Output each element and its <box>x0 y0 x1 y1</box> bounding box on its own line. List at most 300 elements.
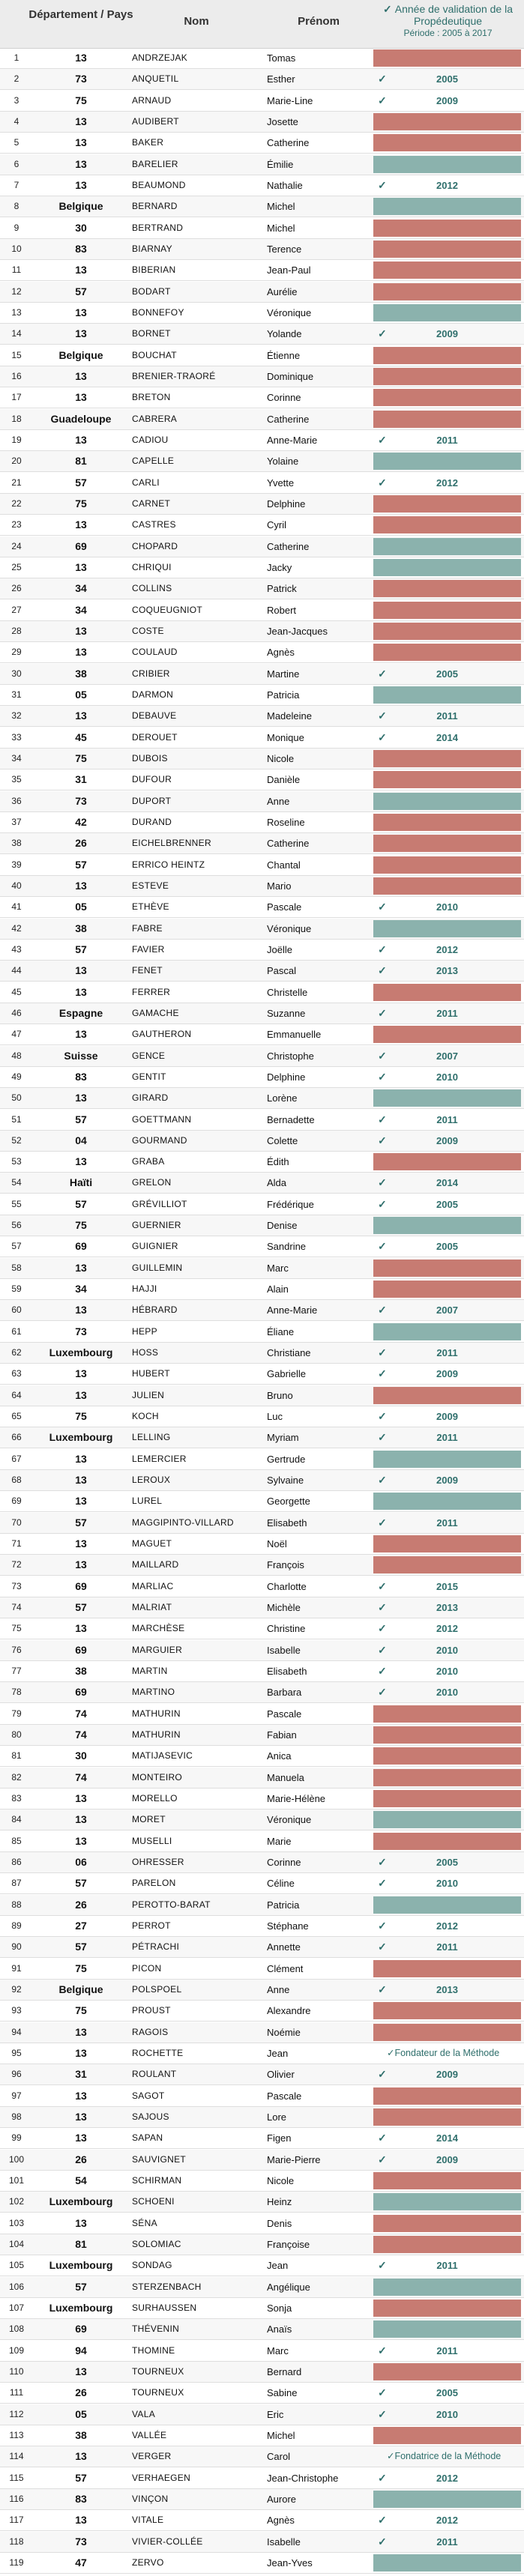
row-prenom: Marie <box>267 1835 292 1847</box>
row-validation-red <box>373 2108 521 2126</box>
table-row <box>0 1300 524 1321</box>
validation-year: 2011 <box>436 1941 458 1953</box>
row-prenom: Éliane <box>267 1325 295 1337</box>
row-nom: AUDIBERT <box>132 115 179 127</box>
row-dept: 83 <box>75 1070 87 1083</box>
check-icon: ✓ <box>378 1410 387 1423</box>
row-validation-year <box>373 707 521 725</box>
row-number: 13 <box>11 306 22 318</box>
row-number: 51 <box>11 1113 22 1125</box>
row-number: 14 <box>11 328 22 339</box>
check-icon: ✓ <box>378 1176 387 1189</box>
row-nom: HUBERT <box>132 1368 170 1379</box>
row-dept: 38 <box>75 1665 87 1678</box>
row-dept: 30 <box>75 221 87 234</box>
row-prenom: Patrick <box>267 583 297 595</box>
table-row <box>0 536 524 557</box>
row-dept: 13 <box>75 2025 87 2038</box>
row-nom: LEROUX <box>132 1475 171 1486</box>
row-nom: CARLI <box>132 477 160 488</box>
row-nom: MAILLARD <box>132 1559 179 1570</box>
row-dept: 47 <box>75 2556 87 2569</box>
row-validation-year <box>373 92 521 109</box>
validation-year: 2005 <box>436 1198 458 1210</box>
table-row <box>0 706 524 727</box>
table-row <box>0 2341 524 2362</box>
table-row <box>0 1131 524 1152</box>
check-icon: ✓ <box>378 901 387 913</box>
validation-year: 2005 <box>436 2387 458 2399</box>
row-nom: POLSPOEL <box>132 1984 182 1995</box>
row-prenom: Sonja <box>267 2302 292 2314</box>
row-number: 35 <box>11 774 22 785</box>
row-nom: VERHAEGEN <box>132 2472 191 2483</box>
row-prenom: Anne <box>267 1984 290 1996</box>
row-number: 116 <box>9 2493 24 2504</box>
row-dept: 13 <box>75 1495 87 1508</box>
row-validation-red <box>373 389 521 406</box>
row-validation-red <box>373 411 521 428</box>
row-prenom: Manuela <box>267 1771 304 1783</box>
row-dept: 81 <box>75 2237 87 2250</box>
row-validation-teal <box>373 1323 521 1340</box>
row-number: 7 <box>13 179 19 190</box>
row-validation-year <box>373 1196 521 1213</box>
row-number: 71 <box>11 1538 22 1549</box>
row-prenom: Pascale <box>267 901 302 913</box>
validation-year: 2009 <box>436 1134 458 1146</box>
row-prenom: Yolande <box>267 328 302 340</box>
row-nom: CASTRES <box>132 519 176 530</box>
row-nom: SAJOUS <box>132 2111 169 2122</box>
row-prenom: Agnès <box>267 647 295 659</box>
check-icon: ✓ <box>378 1856 387 1869</box>
row-validation-year <box>373 2066 521 2083</box>
row-number: 4 <box>13 115 19 127</box>
row-dept: 13 <box>75 327 87 340</box>
row-validation-red <box>373 1747 521 1765</box>
row-prenom: François <box>267 1559 304 1571</box>
row-validation-red <box>373 2427 521 2444</box>
table-row <box>0 1279 524 1300</box>
row-nom: TOURNEUX <box>132 2365 184 2377</box>
row-prenom: Anne <box>267 795 290 807</box>
row-number: 100 <box>8 2153 25 2165</box>
table-row <box>0 2107 524 2128</box>
row-prenom: Roseline <box>267 816 305 828</box>
validation-year: 2011 <box>436 2344 458 2356</box>
row-prenom: Yolaine <box>267 456 299 468</box>
row-dept: 38 <box>75 667 87 680</box>
table-row <box>0 642 524 663</box>
row-dept: 75 <box>75 1219 87 1232</box>
table-row <box>0 1873 524 1894</box>
row-nom: SURHAUSSEN <box>132 2302 197 2313</box>
row-validation-year <box>373 1599 521 1616</box>
table-row <box>0 1470 524 1491</box>
row-dept: 13 <box>75 1388 87 1401</box>
row-dept: 13 <box>75 1092 87 1104</box>
row-prenom: Françoise <box>267 2238 310 2250</box>
table-row <box>0 919 524 940</box>
row-number: 29 <box>11 647 22 658</box>
row-nom: ZERVO <box>132 2557 164 2568</box>
row-validation-red <box>373 814 521 831</box>
row-prenom: Esther <box>267 73 295 85</box>
table-row <box>0 196 524 217</box>
row-number: 42 <box>11 922 22 934</box>
row-nom: BARELIER <box>132 158 178 169</box>
row-prenom: Clément <box>267 1962 304 1974</box>
row-nom: ANDRZEJAK <box>132 52 188 63</box>
table-row <box>0 1088 524 1109</box>
row-dept: 26 <box>75 837 87 850</box>
row-validation-year <box>373 2129 521 2147</box>
row-prenom: Charlotte <box>267 1580 307 1592</box>
row-number: 89 <box>11 1920 22 1932</box>
row-prenom: Elisabeth <box>267 1517 307 1529</box>
table-row <box>0 345 524 366</box>
row-nom: COLLINS <box>132 583 172 594</box>
row-validation-year <box>373 1068 521 1086</box>
table-row <box>0 1236 524 1257</box>
table-row <box>0 1576 524 1597</box>
row-prenom: Aurélie <box>267 285 298 297</box>
row-nom: GRÉVILLIOT <box>132 1198 187 1209</box>
row-number: 52 <box>11 1134 22 1146</box>
row-prenom: Olivier <box>267 2069 295 2081</box>
table-row <box>0 175 524 196</box>
table-row <box>0 1322 524 1343</box>
row-prenom: Gabrielle <box>267 1368 307 1380</box>
row-nom: MARTINO <box>132 1687 175 1698</box>
row-number: 84 <box>11 1814 22 1825</box>
table-row <box>0 1831 524 1852</box>
table-row <box>0 2128 524 2149</box>
row-dept: 57 <box>75 1877 87 1890</box>
row-validation-red <box>373 220 521 237</box>
table-row <box>0 1789 524 1809</box>
table-row <box>0 1173 524 1194</box>
row-prenom: Véronique <box>267 1814 312 1826</box>
row-nom: MAGGIPINTO-VILLARD <box>132 1517 234 1528</box>
row-validation-red <box>373 516 521 533</box>
check-icon: ✓ <box>378 1049 387 1062</box>
table-row <box>0 2362 524 2383</box>
row-dept: 31 <box>75 2068 87 2081</box>
validation-year: 2011 <box>436 710 458 722</box>
row-nom: PARELON <box>132 1878 176 1889</box>
check-icon: ✓ <box>378 1516 387 1529</box>
row-nom: SÉNA <box>132 2217 157 2228</box>
validation-note: ✓Fondatrice de la Méthode <box>387 2451 502 2462</box>
row-prenom: Jean-Christophe <box>267 2472 339 2484</box>
row-number: 30 <box>11 668 22 679</box>
table-row <box>0 1491 524 1512</box>
table-row <box>0 2510 524 2531</box>
row-dept: 13 <box>75 1261 87 1274</box>
table-row <box>0 961 524 982</box>
table-row <box>0 1513 524 1534</box>
row-validation-red <box>373 1769 521 1786</box>
row-validation-year <box>373 1854 521 1871</box>
row-prenom: Denise <box>267 1220 298 1232</box>
row-dept: 57 <box>75 2280 87 2293</box>
row-dept: 13 <box>75 306 87 318</box>
row-validation-red <box>373 113 521 130</box>
row-nom: GENCE <box>132 1050 166 1061</box>
row-nom: LEMERCIER <box>132 1453 187 1464</box>
row-validation-teal <box>373 2554 521 2572</box>
row-nom: VIVIER-COLLÉE <box>132 2536 203 2547</box>
row-dept: Suisse <box>64 1049 98 1062</box>
validation-year: 2010 <box>436 2408 458 2420</box>
row-nom: KOCH <box>132 1411 159 1422</box>
row-dept: 42 <box>75 815 87 828</box>
table-row <box>0 855 524 876</box>
row-nom: PEROTTO-BARAT <box>132 1899 211 1910</box>
row-validation-red <box>373 241 521 258</box>
row-validation-year <box>373 941 521 958</box>
row-validation-year <box>373 1578 521 1595</box>
table-row <box>0 1597 524 1618</box>
table-row <box>0 2192 524 2213</box>
table-row <box>0 2553 524 2574</box>
validation-year: 2005 <box>436 1241 458 1253</box>
row-number: 36 <box>11 795 22 806</box>
row-prenom: Chantal <box>267 859 301 871</box>
row-dept: 69 <box>75 539 87 552</box>
row-dept: 75 <box>75 497 87 510</box>
table-row <box>0 1194 524 1215</box>
row-nom: COSTE <box>132 625 164 636</box>
validation-year: 2010 <box>436 1071 458 1083</box>
row-prenom: Elisabeth <box>267 1666 307 1678</box>
table-row <box>0 2425 524 2446</box>
row-number: 33 <box>11 731 22 743</box>
row-dept: Luxembourg <box>49 2259 113 2272</box>
row-validation-year <box>373 70 521 88</box>
table-row <box>0 1959 524 1980</box>
row-nom: THÉVENIN <box>132 2323 180 2335</box>
row-validation-red <box>373 1535 521 1552</box>
row-number: 26 <box>11 583 22 594</box>
validation-year: 2009 <box>436 94 458 106</box>
row-prenom: Bruno <box>267 1389 293 1401</box>
table-row <box>0 2150 524 2171</box>
check-icon: ✓ <box>378 1877 387 1890</box>
row-prenom: Mario <box>267 880 292 892</box>
row-number: 101 <box>8 2175 25 2186</box>
row-dept: 74 <box>75 1729 87 1741</box>
row-prenom: Alda <box>267 1177 287 1189</box>
row-number: 93 <box>11 2005 22 2016</box>
row-nom: GOETTMANN <box>132 1113 192 1125</box>
row-dept: 57 <box>75 1197 87 1210</box>
row-nom: DARMON <box>132 689 174 700</box>
row-validation-red <box>373 2236 521 2253</box>
table-row <box>0 1046 524 1067</box>
row-nom: BONNEFOY <box>132 306 184 318</box>
row-dept: 45 <box>75 731 87 743</box>
validation-year: 2010 <box>436 1878 458 1890</box>
row-prenom: Delphine <box>267 498 306 510</box>
row-prenom: Noémie <box>267 2026 301 2038</box>
table-row <box>0 515 524 536</box>
row-nom: CADIOU <box>132 434 169 445</box>
validation-year: 2009 <box>436 2153 458 2165</box>
row-prenom: Jacky <box>267 561 292 573</box>
row-validation-red <box>373 261 521 279</box>
validation-year: 2012 <box>436 179 458 191</box>
row-number: 41 <box>11 901 22 913</box>
row-prenom: Michel <box>267 222 295 234</box>
row-number: 45 <box>11 986 22 997</box>
row-prenom: Myriam <box>267 1432 299 1444</box>
table-row <box>0 1067 524 1088</box>
row-nom: MORET <box>132 1814 166 1825</box>
row-prenom: Angélique <box>267 2281 310 2293</box>
table-row <box>0 2383 524 2404</box>
validation-year: 2010 <box>436 1687 458 1699</box>
row-nom: FABRE <box>132 922 163 934</box>
row-number: 6 <box>13 158 19 169</box>
row-dept: 04 <box>75 1134 87 1146</box>
row-validation-red <box>373 368 521 385</box>
check-icon: ✓ <box>383 3 392 15</box>
row-dept: 54 <box>75 2174 87 2186</box>
row-validation-year <box>373 1684 521 1701</box>
row-validation-year <box>373 1642 521 1659</box>
row-nom: GENTIT <box>132 1071 166 1082</box>
row-nom: GRABA <box>132 1156 165 1167</box>
check-icon: ✓ <box>378 2471 387 2484</box>
row-validation-red <box>373 623 521 640</box>
row-number: 72 <box>11 1559 22 1570</box>
row-validation-year <box>373 1663 521 1680</box>
table-row <box>0 1640 524 1661</box>
row-number: 107 <box>8 2302 25 2313</box>
row-prenom: Monique <box>267 731 304 743</box>
table-row <box>0 1110 524 1131</box>
row-validation-red <box>373 2024 521 2041</box>
row-dept: Guadeloupe <box>50 412 112 425</box>
row-prenom: Jean <box>267 2260 289 2272</box>
check-icon: ✓ <box>378 476 387 489</box>
row-prenom: Catherine <box>267 838 310 850</box>
validation-year: 2009 <box>436 1411 458 1423</box>
row-validation-red <box>373 1281 521 1298</box>
row-nom: GIRARD <box>132 1092 169 1104</box>
row-nom: MARTIN <box>132 1666 168 1677</box>
check-icon: ✓ <box>378 327 387 340</box>
validation-year: 2013 <box>436 1984 458 1996</box>
table-row <box>0 2446 524 2467</box>
row-nom: DEBAUVE <box>132 710 177 722</box>
row-number: 114 <box>9 2451 24 2462</box>
row-dept: 34 <box>75 1283 87 1295</box>
row-validation-red <box>373 1260 521 1277</box>
row-validation-red <box>373 1153 521 1170</box>
validation-year: 2009 <box>436 1475 458 1487</box>
row-nom: MARCHÈSE <box>132 1623 185 1634</box>
check-icon: ✓ <box>378 1665 387 1678</box>
row-dept: 13 <box>75 1792 87 1805</box>
row-dept: 13 <box>75 964 87 977</box>
row-nom: BRETON <box>132 392 171 403</box>
row-prenom: Marc <box>267 1262 289 1274</box>
header-prenom: Prénom <box>298 15 340 28</box>
row-number: 119 <box>9 2557 24 2568</box>
row-prenom: Fabian <box>267 1729 297 1741</box>
row-number: 56 <box>11 1220 22 1231</box>
row-dept: 13 <box>75 52 87 64</box>
row-nom: MATIJASEVIC <box>132 1750 193 1762</box>
row-validation-year <box>373 2151 521 2168</box>
row-nom: VITALE <box>132 2515 164 2526</box>
row-nom: BODART <box>132 285 171 297</box>
row-dept: 75 <box>75 2004 87 2017</box>
row-dept: 38 <box>75 922 87 934</box>
table-row <box>0 2404 524 2425</box>
table-row <box>0 1003 524 1024</box>
row-prenom: Anaïs <box>267 2323 292 2335</box>
row-number: 109 <box>8 2344 25 2356</box>
table-row <box>0 409 524 430</box>
table-row <box>0 282 524 303</box>
row-dept: 13 <box>75 2365 87 2377</box>
check-icon: ✓ <box>378 2407 387 2420</box>
validation-year: 2014 <box>436 1177 458 1189</box>
row-validation-year <box>373 1365 521 1382</box>
row-prenom: Barbara <box>267 1687 302 1699</box>
row-nom: PERROT <box>132 1920 171 1932</box>
table-row <box>0 1343 524 1364</box>
check-icon: ✓ <box>378 731 387 743</box>
table-row <box>0 260 524 281</box>
validation-year: 2005 <box>436 1857 458 1869</box>
row-number: 25 <box>11 561 22 572</box>
row-prenom: Pascale <box>267 2090 302 2102</box>
row-nom: VALA <box>132 2408 155 2419</box>
validation-year: 2011 <box>436 1007 458 1019</box>
row-validation-teal <box>373 156 521 173</box>
row-prenom: Catherine <box>267 540 310 552</box>
row-validation-year <box>373 962 521 979</box>
row-validation-red <box>373 2002 521 2019</box>
row-dept: 06 <box>75 1856 87 1869</box>
table-row <box>0 494 524 515</box>
row-dept: 13 <box>75 1028 87 1041</box>
row-prenom: Corinne <box>267 1857 301 1869</box>
table-row <box>0 940 524 961</box>
row-dept: 57 <box>75 1601 87 1614</box>
validation-year: 2005 <box>436 668 458 680</box>
table-row <box>0 1258 524 1279</box>
row-dept: 94 <box>75 2344 87 2356</box>
check-icon: ✓ <box>378 1920 387 1932</box>
row-nom: HOSS <box>132 1347 159 1358</box>
row-validation-teal <box>373 2320 521 2338</box>
table-row <box>0 154 524 175</box>
row-validation-red <box>373 1026 521 1043</box>
row-prenom: Yvette <box>267 477 295 489</box>
row-number: 102 <box>8 2196 25 2207</box>
row-prenom: Nathalie <box>267 179 303 191</box>
row-number: 1 <box>13 52 19 63</box>
validation-year: 2011 <box>436 434 458 446</box>
row-validation-red <box>373 2363 521 2380</box>
